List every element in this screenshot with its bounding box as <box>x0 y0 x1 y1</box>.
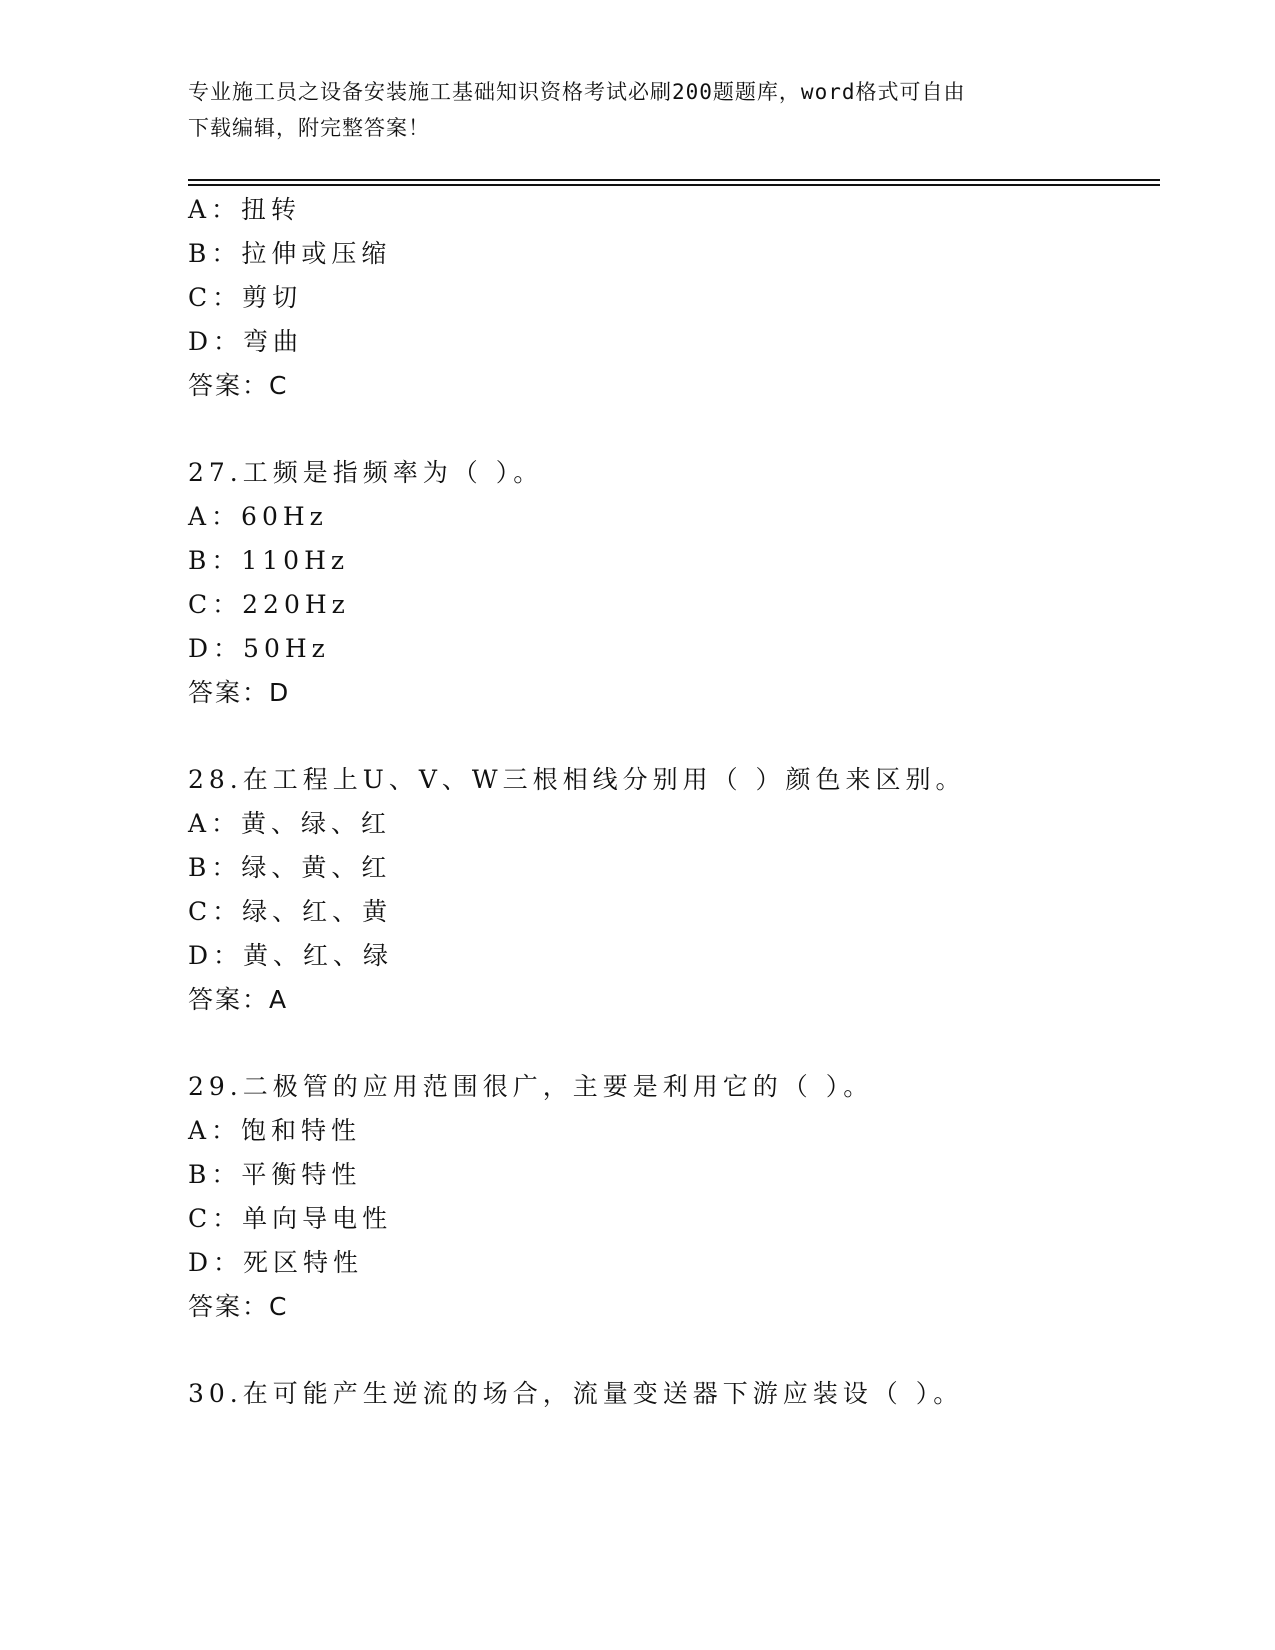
option-b: B：拉伸或压缩 <box>188 239 392 268</box>
option-c: C：单向导电性 <box>188 1204 393 1233</box>
option-d: D：弯曲 <box>188 327 304 356</box>
option-b: B：110Hz <box>188 546 350 575</box>
question-stem: 28.在工程上U、V、W三根相线分别用（ ）颜色来区别。 <box>188 765 966 794</box>
header-divider-bottom <box>188 184 1160 186</box>
option-d: D：黄、红、绿 <box>188 941 394 970</box>
answer-line: 答案：C <box>188 1292 289 1321</box>
option-a: A：60Hz <box>188 502 328 531</box>
header-title-line-1: 专业施工员之设备安装施工基础知识资格考试必刷200题题库，word格式可自由 <box>188 80 966 104</box>
option-c: C：绿、红、黄 <box>188 897 393 926</box>
answer-line: 答案：D <box>188 678 291 707</box>
option-a: A：扭转 <box>188 195 302 224</box>
document-header <box>188 74 1068 146</box>
header-divider-top <box>188 179 1160 181</box>
question-stem: 29.二极管的应用范围很广，主要是利用它的（ ）。 <box>188 1072 874 1101</box>
option-c: C：剪切 <box>188 283 303 312</box>
header-title-line-2: 下载编辑，附完整答案！ <box>188 116 430 140</box>
option-d: D：50Hz <box>188 634 330 663</box>
option-d: D：死区特性 <box>188 1248 364 1277</box>
question-stem: 27.工频是指频率为（ ）。 <box>188 458 544 487</box>
option-a: A：黄、绿、红 <box>188 809 392 838</box>
option-c: C：220Hz <box>188 590 350 619</box>
answer-line: 答案：A <box>188 985 289 1014</box>
option-a: A：饱和特性 <box>188 1116 362 1145</box>
question-stem: 30.在可能产生逆流的场合，流量变送器下游应装设（ ）。 <box>188 1379 964 1408</box>
answer-line: 答案：C <box>188 371 289 400</box>
option-b: B：平衡特性 <box>188 1160 362 1189</box>
option-b: B：绿、黄、红 <box>188 853 392 882</box>
